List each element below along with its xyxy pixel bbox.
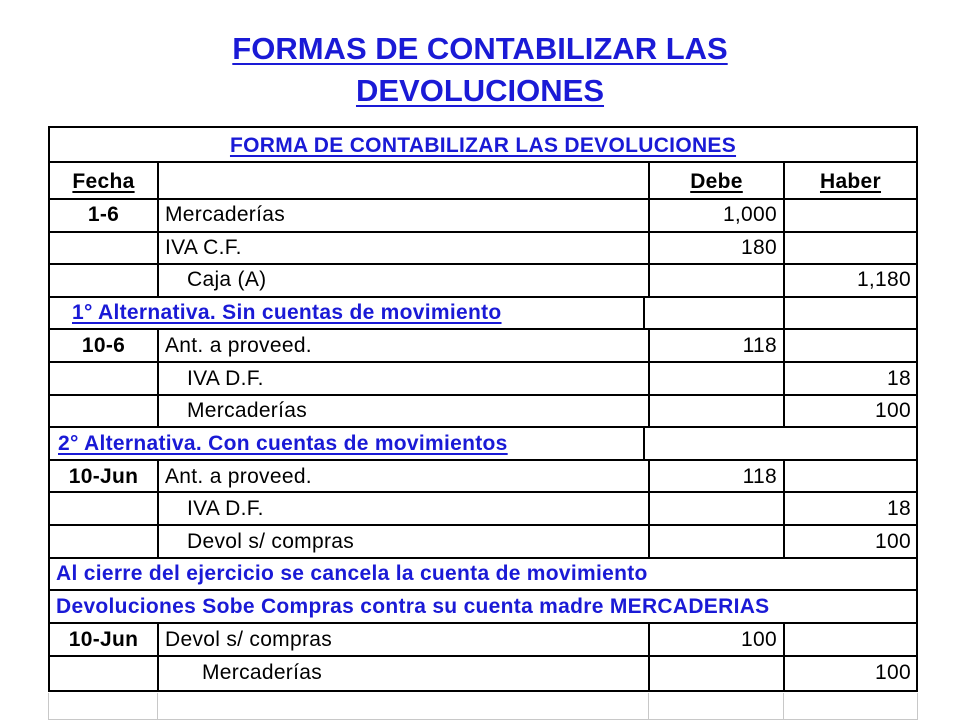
row-cuenta: Mercaderías: [187, 399, 308, 422]
row-cuenta: IVA C.F.: [165, 236, 242, 259]
header-haber: Haber: [819, 170, 882, 193]
gridline: [48, 693, 49, 720]
row-haber: 100: [875, 399, 911, 422]
row-debe: 118: [742, 465, 777, 488]
row-debe: 100: [741, 628, 777, 651]
row-cuenta: IVA D.F.: [187, 497, 264, 520]
row-haber: 18: [887, 497, 911, 520]
row-haber: 100: [875, 661, 911, 684]
row-rule: [48, 161, 918, 163]
gridline: [783, 693, 784, 720]
row-debe: 180: [741, 236, 777, 259]
row-cuenta: Ant. a proveed.: [165, 465, 312, 488]
row-fecha: 1-6: [87, 203, 120, 226]
note-closing-1: Al cierre del ejercicio se cancela la cuenta de movimiento: [56, 562, 648, 585]
gridline: [917, 693, 918, 720]
row-fecha: 10-Jun: [68, 628, 139, 651]
gridline: [157, 693, 158, 720]
row-cuenta: Ant. a proveed.: [165, 334, 312, 357]
row-haber: 100: [875, 530, 911, 553]
row-debe: 118: [742, 334, 777, 357]
row-fecha: 10-6: [81, 334, 126, 357]
row-cuenta: Mercaderías: [165, 203, 286, 226]
header-fecha: Fecha: [72, 170, 135, 193]
col-rule: [157, 328, 159, 427]
table-title: FORMA DE CONTABILIZAR LAS DEVOLUCIONES: [229, 134, 737, 157]
slide-title-line-1: FORMAS DE CONTABILIZAR LAS: [232, 31, 728, 66]
section-alt1: 1° Alternativa. Sin cuentas de movimiento: [72, 301, 502, 324]
row-fecha: 10-Jun: [68, 465, 139, 488]
col-rule: [783, 296, 785, 329]
row-cuenta: Devol s/ compras: [165, 628, 333, 651]
note-closing-2: Devoluciones Sobe Compras contra su cuenta madre MERCADERIAS: [56, 595, 770, 618]
gridline: [648, 693, 649, 720]
row-cuenta: IVA D.F.: [187, 367, 264, 390]
row-haber: 1,180: [856, 268, 911, 291]
row-cuenta: Caja (A): [187, 268, 267, 291]
row-debe: 1,000: [722, 203, 777, 226]
row-haber: 18: [887, 367, 911, 390]
slide-title-line-2: DEVOLUCIONES: [355, 73, 605, 108]
header-debe: Debe: [690, 170, 743, 193]
row-cuenta: Mercaderías: [202, 661, 323, 684]
col-rule: [157, 161, 159, 297]
section-alt2: 2° Alternativa. Con cuentas de movimientos: [58, 432, 508, 455]
col-rule: [157, 622, 159, 692]
row-cuenta: Devol s/ compras: [187, 530, 355, 553]
col-rule: [157, 459, 159, 558]
